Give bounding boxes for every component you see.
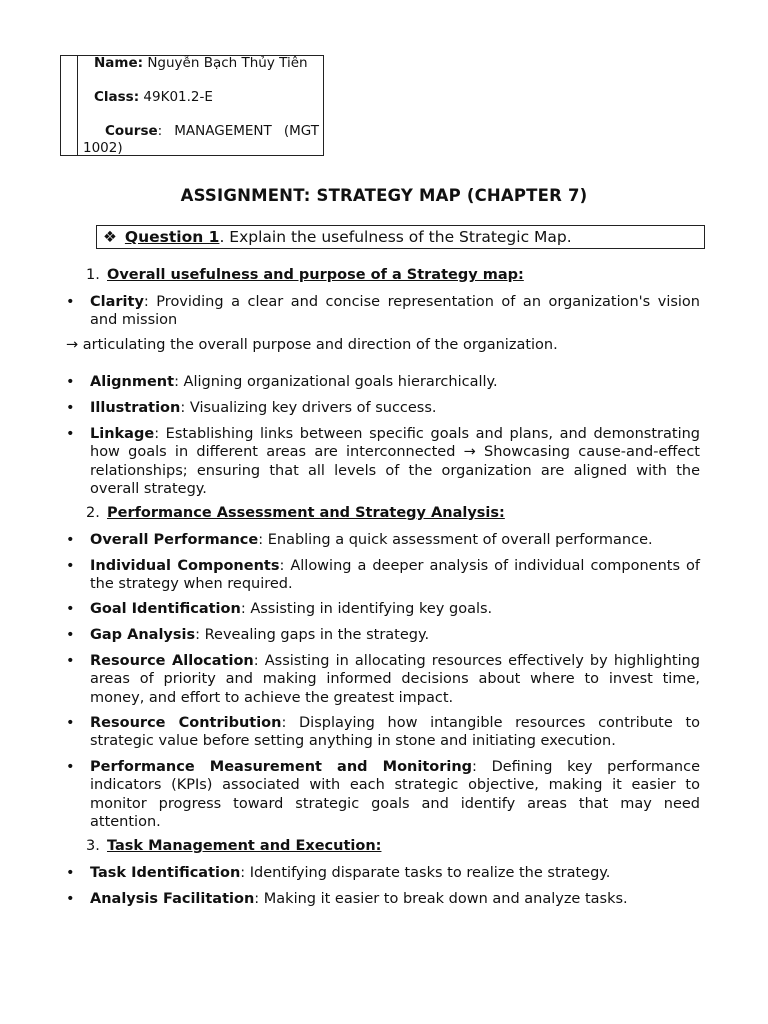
bullet-dot-icon: •: [66, 653, 75, 669]
bullet-dot-icon: •: [66, 558, 75, 574]
class-label: Class:: [94, 89, 140, 105]
list-item: [66, 293, 700, 330]
item-text: : Establishing links between specific goals and plans, and demonstrating how goals in different areas are interconnected → Showcasing cause-and-effect relationships; ensuring that all levels of the organization are aligned with the overall strategy.: [90, 426, 700, 497]
item-term: Resource Allocation: [90, 653, 254, 669]
item-text: : Visualizing key drivers of success.: [180, 400, 437, 416]
course-colon: :: [157, 123, 163, 139]
item-term: Individual Components: [90, 558, 280, 574]
item-text: : Defining key performance indicators (KPIs) associated with each strategic objective, making it easier to monitor progress toward strategic goals and identify areas that may need attention.: [90, 759, 700, 830]
list-item: [66, 890, 700, 908]
note-line: → articulating the overall purpose and direction of the organization.: [66, 337, 558, 353]
course-label: Course: [105, 123, 158, 139]
item-text: : Enabling a quick assessment of overall performance.: [258, 532, 653, 548]
list-item: [66, 531, 700, 549]
section-number: 2.: [86, 505, 100, 521]
item-text: : Assisting in allocating resources effectively by highlighting areas of priority and making informed decisions about where to invest time, money, and effort to achieve the greatest impact.: [90, 653, 700, 706]
section-title: Overall usefulness and purpose of a Strategy map:: [107, 267, 524, 283]
item-term: Analysis Facilitation: [90, 891, 255, 907]
list-item: [66, 425, 700, 498]
list-item: [66, 600, 700, 618]
question-box: [96, 225, 705, 249]
item-term: Performance Measurement and Monitoring: [90, 759, 473, 775]
name-row: [94, 55, 308, 72]
item-text: : Aligning organizational goals hierarchically.: [174, 374, 498, 390]
item-text: : Making it easier to break down and analyze tasks.: [254, 891, 628, 907]
section-heading-1: [86, 267, 524, 283]
section-number: 1.: [86, 267, 100, 283]
item-text: : Assisting in identifying key goals.: [240, 601, 493, 617]
list-item: [66, 399, 700, 417]
list-item: [66, 626, 700, 644]
question-text: . Explain the usefulness of the Strategic Map.: [219, 228, 572, 246]
section-title: Performance Assessment and Strategy Analysis:: [107, 505, 505, 521]
bullet-dot-icon: •: [66, 865, 75, 881]
bullet-dot-icon: •: [66, 601, 75, 617]
item-term: Overall Performance: [90, 532, 259, 548]
name-value: Nguyễn Bạch Thủy Tiên: [147, 55, 308, 71]
class-value: 49K01.2-E: [143, 89, 213, 105]
item-text: : Displaying how intangible resources contribute to strategic value before setting anything in stone and initiating execution.: [90, 715, 700, 750]
bullet-dot-icon: •: [66, 294, 75, 310]
course-value-name: MANAGEMENT: [174, 123, 272, 139]
bullet-dot-icon: •: [66, 627, 75, 643]
item-term: Alignment: [90, 374, 175, 390]
bullet-dot-icon: •: [66, 532, 75, 548]
section-heading-2: [86, 505, 505, 521]
student-info-box: [60, 55, 324, 156]
item-term: Resource Contribution: [90, 715, 282, 731]
box-divider: [77, 56, 78, 155]
diamond-bullet-icon: ❖: [103, 228, 117, 246]
bullet-dot-icon: •: [66, 374, 75, 390]
item-text: : Providing a clear and concise representation of an organization's vision and mission: [90, 294, 700, 329]
bullet-dot-icon: •: [66, 400, 75, 416]
course-row: [83, 123, 319, 157]
assignment-title: ASSIGNMENT: STRATEGY MAP (CHAPTER 7): [180, 186, 588, 205]
class-row: [94, 89, 213, 106]
item-term: Goal Identification: [90, 601, 241, 617]
item-term: Gap Analysis: [90, 627, 196, 643]
item-term: Clarity: [90, 294, 144, 310]
section-heading-3: [86, 838, 381, 854]
list-item: [66, 373, 700, 391]
bullet-dot-icon: •: [66, 715, 75, 731]
item-text: : Allowing a deeper analysis of individual components of the strategy when required.: [90, 558, 700, 593]
section-title: Task Management and Execution:: [107, 838, 382, 854]
list-item: [66, 864, 700, 882]
item-text: : Revealing gaps in the strategy.: [195, 627, 430, 643]
question-label: Question 1: [124, 228, 220, 246]
course-code-open: (MGT: [283, 123, 319, 139]
item-term: Task Identification: [90, 865, 241, 881]
list-item: [66, 758, 700, 831]
name-label: Name:: [94, 55, 144, 71]
item-text: : Identifying disparate tasks to realize the strategy.: [240, 865, 611, 881]
list-item: [66, 652, 700, 707]
list-item: [66, 714, 700, 751]
bullet-dot-icon: •: [66, 426, 75, 442]
section-number: 3.: [86, 838, 100, 854]
item-term: Linkage: [90, 426, 155, 442]
item-term: Illustration: [90, 400, 181, 416]
list-item: [66, 557, 700, 594]
bullet-dot-icon: •: [66, 759, 75, 775]
bullet-dot-icon: •: [66, 891, 75, 907]
course-code-close: 1002): [83, 140, 123, 156]
